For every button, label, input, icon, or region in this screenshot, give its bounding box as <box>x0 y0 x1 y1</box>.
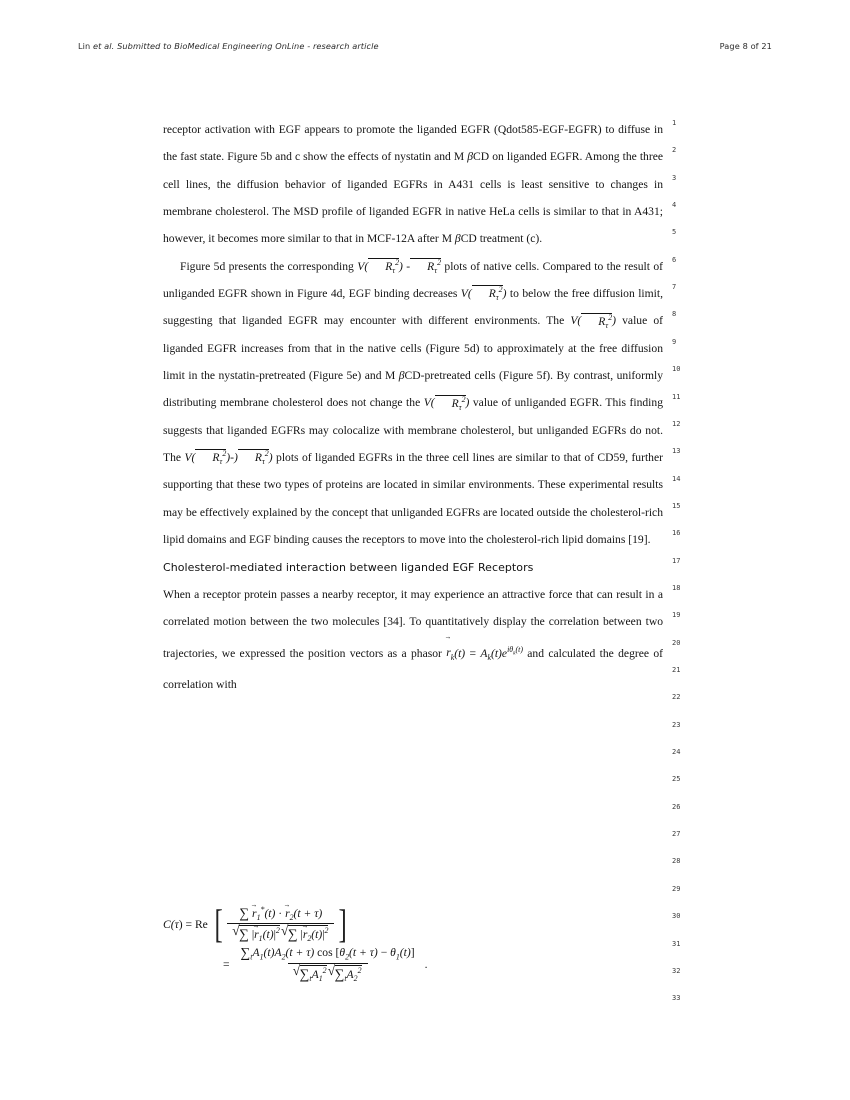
A2-den-sq: 2 <box>357 965 362 975</box>
line-number: 26 <box>672 802 681 811</box>
line-number: 31 <box>672 939 681 948</box>
sum-row2-den1-sub: t <box>309 974 312 984</box>
line-number: 7 <box>672 283 677 292</box>
sqrt-1 <box>232 925 280 943</box>
bracket-left: [ <box>214 900 223 946</box>
sum-row2-den2-sub: t <box>344 974 347 984</box>
sum-symbol-row2-den2: ∑ <box>334 966 345 982</box>
vec-r2-arg-close: ) <box>318 906 323 920</box>
math-exp-theta: θ <box>509 644 514 654</box>
math-paren-close-6: ) <box>268 451 273 465</box>
line-number: 21 <box>672 666 681 674</box>
math-tau-b: τ <box>434 266 438 276</box>
fraction-2-numerator <box>236 945 420 963</box>
cos-bracket-open: [ <box>335 946 340 960</box>
math-vector-r: → r <box>446 639 451 666</box>
math-Rtau2-a <box>368 258 399 275</box>
p2-seg3: plots of native cells. Compared to the result of unliganded EGFR shown in Figure 4d, EGF binding decreases <box>163 259 663 301</box>
A2-sub: 2 <box>281 952 286 962</box>
p1-seg2: CD on liganded EGFR. Among the three cell lines, the diffusion behavior of liganded EGFRs in A431 cells is least sensitive to changes in membrane cholesterol. The MSD profile of liganded EGFR in native HeLa cells is similar to that in A431; however, it becomes more similar to that in MCF-12A after M <box>163 150 663 246</box>
vec-r1: → r <box>252 907 257 920</box>
line-number: 12 <box>672 419 681 428</box>
line-number: 27 <box>672 830 681 839</box>
p2-seg6: CD-pretreated cells (Figure 5f). By contrast, uniformly distributing membrane cholesterol does not change the <box>163 369 663 410</box>
math-A-sub-k: k <box>487 652 491 662</box>
p2-seg4: to below the free diffusion limit, suggesting that liganded EGFR may encounter with different environments. The <box>163 287 664 328</box>
A2-arg-open: (t + <box>285 946 307 960</box>
eq-Re-operator: Re <box>194 917 208 931</box>
equation-row-1 <box>163 900 663 946</box>
header-page-number: Page 8 of 21 <box>719 41 772 51</box>
p2-beta: β <box>398 369 405 383</box>
line-number: 13 <box>672 447 681 456</box>
math-exp-theta-sub: k <box>513 650 516 657</box>
math-V-open-2: V( <box>460 287 472 301</box>
sum-symbol-num: ∑ <box>239 905 250 921</box>
sqrt-2-radicand <box>288 925 329 943</box>
abs-close-2: | <box>322 928 325 942</box>
math-exponent <box>507 644 523 657</box>
math-r-arg: (t) <box>454 646 466 660</box>
math-Rtau2-c <box>472 285 503 302</box>
theta2-arg-tau: τ <box>369 946 374 960</box>
A2: A <box>274 946 282 960</box>
math-R-f: R <box>212 451 220 465</box>
A1-den-sq: 2 <box>322 965 327 975</box>
fraction-1 <box>227 905 334 943</box>
math-R-g: R <box>254 451 262 465</box>
theta2: θ <box>339 946 346 960</box>
eq-equals: ) = <box>178 917 195 931</box>
math-equals: = <box>465 646 481 660</box>
section-heading: Cholesterol-mediated interaction between liganded EGF Receptors <box>163 560 534 574</box>
math-tau-a: τ <box>392 266 396 276</box>
sum-symbol-row2-num: ∑ <box>240 945 251 961</box>
line-number: 23 <box>672 720 681 729</box>
paragraph-3 <box>163 581 663 699</box>
math-R-c: R <box>488 287 496 301</box>
math-V-open-1: V( <box>357 259 369 273</box>
math-V-close-4: ) <box>465 396 470 410</box>
line-number: 25 <box>672 775 681 784</box>
abs-close-1: | <box>273 928 276 942</box>
sqrt-3 <box>293 965 327 983</box>
math-tau-d: τ <box>605 320 609 330</box>
vec-r1-den-arg: (t) <box>262 928 274 942</box>
A1-den: A <box>311 967 319 981</box>
math-Rtau2-f <box>195 449 226 466</box>
paragraph-2 <box>163 253 663 554</box>
equation-lhs <box>163 918 208 931</box>
line-number: 8 <box>672 310 677 319</box>
p1-beta-1: β <box>467 150 474 164</box>
math-V-open-3: V( <box>570 314 582 328</box>
bracket-right: ] <box>339 900 348 946</box>
equation-row-2 <box>163 945 663 983</box>
vec-r1-den-sub: 1 <box>258 934 263 944</box>
math-sq-g: 2 <box>264 449 269 459</box>
math-V-open-4: V( <box>423 396 435 410</box>
equation-period: . <box>424 957 428 971</box>
line-number: 20 <box>672 638 681 647</box>
cos-operator: cos <box>317 946 333 960</box>
line-number: 4 <box>672 201 677 210</box>
p3-seg2: and calculated the degree of correlation with <box>163 646 663 692</box>
A2-arg-tau: τ <box>306 946 311 960</box>
A1-sub: 1 <box>259 952 264 962</box>
abs-open-1: | <box>251 928 255 942</box>
fraction-1-denominator <box>227 923 334 943</box>
vec-r1-arg: (t) <box>264 906 276 920</box>
vec-r2-sub: 2 <box>289 913 294 923</box>
eq-tau: τ <box>174 917 179 931</box>
line-number: 3 <box>672 173 677 182</box>
math-A: A <box>480 646 488 660</box>
body-column <box>163 116 663 698</box>
vec-r2-den: → r <box>303 928 308 941</box>
A1-arg: (t) <box>263 946 275 960</box>
math-V-close-1: ) <box>399 259 403 273</box>
p1-seg3: CD treatment (c). <box>460 232 543 246</box>
A2-arg-close: ) <box>310 946 315 960</box>
sum-row2-num-sub: t <box>250 952 253 962</box>
sum-symbol-row2-den1: ∑ <box>299 966 310 982</box>
vec-r1-sub: 1 <box>256 913 261 923</box>
header-citation-prefix: Lin <box>78 41 94 51</box>
p1-seg1: receptor activation with EGF appears to promote the liganded EGFR (Qdot585-EGF-EGFR) to diffuse in the fast state. Figure 5b and c show the effects of nystatin and M <box>163 123 663 164</box>
math-tau-f: τ <box>219 457 223 467</box>
math-sq-f: 2 <box>222 449 227 459</box>
theta2-arg-close: ) <box>373 946 378 960</box>
vec-r2-arg-tau: τ <box>314 906 319 920</box>
line-number: 1 <box>672 119 677 127</box>
A2-den: A <box>346 967 354 981</box>
math-sq-c: 2 <box>498 285 503 295</box>
equation-row-2-equals: = <box>223 957 230 971</box>
line-number: 30 <box>672 912 681 921</box>
math-R-a: R <box>385 259 393 273</box>
line-number: 5 <box>672 228 677 237</box>
math-sq-a: 2 <box>395 257 400 267</box>
display-equation <box>163 900 663 984</box>
running-header <box>78 41 772 55</box>
dot-product-operator: · <box>278 906 283 920</box>
math-sq-e: 2 <box>461 394 466 404</box>
header-citation <box>78 41 379 51</box>
math-tau-c: τ <box>495 293 499 303</box>
vec-r1-den: → r <box>254 928 259 941</box>
math-R-d: R <box>598 314 606 328</box>
line-number: 32 <box>672 966 681 975</box>
math-Rtau2-b <box>410 258 441 275</box>
math-tau-g: τ <box>261 457 265 467</box>
theta2-sub: 2 <box>345 952 350 962</box>
sqrt-1-radicand <box>239 925 280 943</box>
sum-symbol-den2: ∑ <box>287 926 298 942</box>
math-R-b: R <box>427 259 435 273</box>
math-sq-b: 2 <box>437 257 442 267</box>
math-V-close-5: ) <box>226 451 231 465</box>
sqrt-4 <box>328 965 362 983</box>
p2-seg7: value of unliganded EGFR. This finding suggests that liganded EGFRs may colocalize with membrane cholesterol, but unliganded EGFRs do not. The <box>163 396 663 465</box>
abs-1-squared: 2 <box>275 926 280 936</box>
theta1-sub: 1 <box>395 952 400 962</box>
p1-beta-2: β <box>454 232 461 246</box>
line-number: 16 <box>672 529 681 538</box>
vec-r1-star: * <box>260 905 265 914</box>
math-exp-i: i <box>507 644 510 654</box>
vec-r2: → r <box>285 907 290 920</box>
A1: A <box>252 946 260 960</box>
vec-r2-arg-open: (t + <box>293 906 315 920</box>
line-number: 33 <box>672 994 681 1003</box>
cos-bracket-close: ] <box>410 946 415 960</box>
line-number: 6 <box>672 255 677 264</box>
line-number: 29 <box>672 884 681 893</box>
math-V-close-3: ) <box>612 314 617 328</box>
abs-2-squared: 2 <box>324 926 329 936</box>
p2-seg5: value of liganded EGFR increases from that in the native cells (Figure 5d) to approximately at the free diffusion limit in the nystatin-pretreated (Figure 5e) and M <box>163 314 663 383</box>
math-V-open-5: V( <box>184 451 196 465</box>
eq-C-open: C( <box>163 917 175 931</box>
theta2-arg-open: (t + <box>349 946 370 960</box>
header-citation-italic: et al. Submitted to BioMedical Engineering OnLine - research article <box>93 41 379 51</box>
line-number: 17 <box>672 556 681 565</box>
math-r-sub-k: k <box>450 652 455 662</box>
line-number: 18 <box>672 583 681 592</box>
p3-seg1: When a receptor protein passes a nearby receptor, it may experience an attractive force that can result in a correlated motion between the two molecules [34]. To quantitatively display the correlation between two trajectories, we expressed the position vectors as a phasor <box>163 587 663 660</box>
minus-operator: − <box>380 946 388 960</box>
math-R-e: R <box>451 396 459 410</box>
theta1: θ <box>390 946 396 960</box>
line-number: 28 <box>672 857 681 866</box>
vec-r2-den-sub: 2 <box>307 934 312 944</box>
math-Rtau2-d <box>581 313 612 330</box>
paragraph-1 <box>163 116 663 253</box>
math-A-arg: (t) <box>490 646 502 660</box>
line-number: 22 <box>672 693 681 702</box>
vec-r2-den-arg: (t) <box>311 928 323 942</box>
sqrt-4-radicand <box>335 965 362 983</box>
line-number: 19 <box>672 611 681 620</box>
fraction-2-denominator <box>288 963 368 983</box>
p2-seg1: Figure 5d presents the corresponding <box>180 259 358 273</box>
line-number: 14 <box>672 474 681 483</box>
p2-seg8: - <box>230 451 234 465</box>
p2-seg9: plots of liganded EGFRs in the three cell lines are similar to that of CD59, further supporting that these two types of proteins are located in similar environments. These experimental results may be effectively explained by the concept that unliganded EGFRs are located outside the cholesterol-rich lipid domains and EGF binding causes the receptors to move into the cholesterol-rich lipid domains [19]. <box>163 451 663 547</box>
math-tau-e: τ <box>458 402 462 412</box>
A1-den-sub: 1 <box>318 974 323 984</box>
fraction-1-numerator <box>234 905 327 923</box>
math-Rtau2-g <box>238 449 269 466</box>
sum-symbol-den1: ∑ <box>239 926 249 942</box>
A2-den-sub: 2 <box>353 974 358 984</box>
line-number: 2 <box>672 146 677 155</box>
p2-seg2: - <box>402 259 411 273</box>
line-number: 11 <box>672 392 681 401</box>
line-number: 9 <box>672 337 677 346</box>
math-paren-open-6: ) <box>234 451 238 465</box>
math-Rtau2-e <box>435 395 466 412</box>
math-V-close-2: ) <box>502 287 507 301</box>
math-e: e <box>501 646 508 660</box>
math-sq-d: 2 <box>608 312 613 322</box>
math-exp-theta-arg: (t) <box>515 644 523 654</box>
sqrt-3-radicand <box>300 965 327 983</box>
line-number: 24 <box>672 748 681 757</box>
theta1-arg: (t) <box>399 946 411 960</box>
line-number: 10 <box>672 365 681 374</box>
fraction-2 <box>236 945 420 983</box>
sqrt-2 <box>281 925 329 943</box>
line-number: 15 <box>672 501 681 510</box>
abs-open-2: | <box>300 928 303 942</box>
